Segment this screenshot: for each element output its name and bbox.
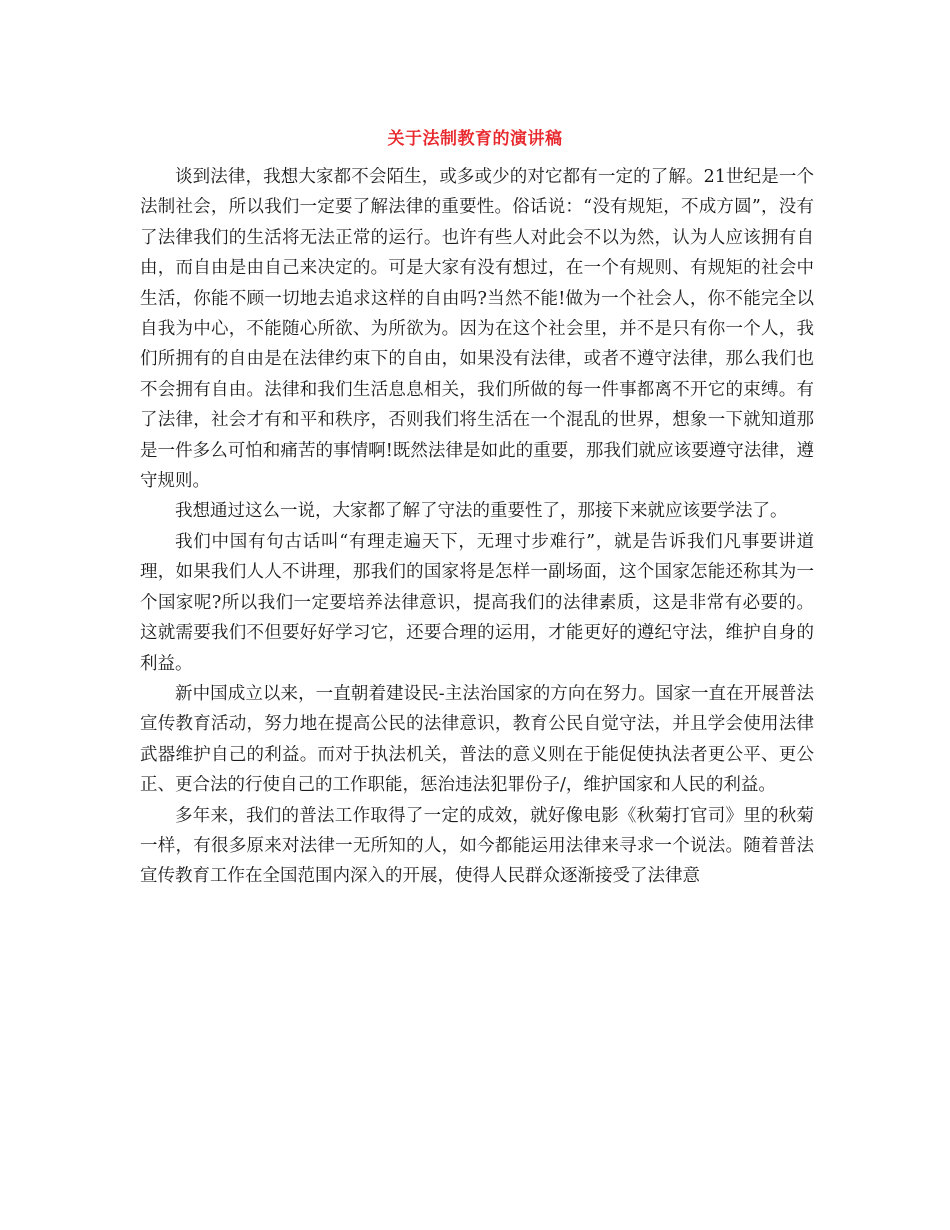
paragraph-2: 我想通过这么一说，大家都了解了守法的重要性了，那接下来就应该要学法了。: [175, 501, 788, 522]
paragraph-1: 谈到法律，我想大家都不会陌生，或多或少的对它都有一定的了解。21世纪是一个法制社会，所以我们一定要了解法律的重要性。俗话说：“没有规矩，不成方圆”，没有了法律我们的生活将无法正常的运行。也许有些人对此会不以为然，认为人应该拥有自由，而自由是由自己来决定的。可是大家有没有想过，在一个有规则、有规矩的社会中生活，你能不顾一切地去追求这样的自由吗?当然不能!做为一个社会人，你不能完全以自我为中心，不能随心所欲、为所欲为。因为在这个社会里，并不是只有你一个人，我们所拥有的自由是在法律约束下的自由，如果没有法律，或者不遵守法律，那么我们也不会拥有自由。法律和我们生活息息相关，我们所做的每一件事都离不开它的束缚。有了法律，社会才有和平和秩序，否则我们将生活在一个混乱的世界，想象一下就知道那是一件多么可怕和痛苦的事情啊!既然法律是如此的重要，那我们就应该要遵守法律，遵守规则。: [140, 167, 814, 492]
document-title: 关于法制教育的演讲稿: [387, 129, 563, 149]
document-body: [140, 162, 814, 892]
paragraph-5: 多年来，我们的普法工作取得了一定的成效，就好像电影《秋菊打官司》里的秋菊一样，有很多原来对法律一无所知的人，如今都能运用法律来寻求一个说法。随着普法宣传教育工作在全国范围内深入的开展，使得人民群众逐渐接受了法律意: [140, 805, 814, 887]
paragraph-3: 我们中国有句古话叫“有理走遍天下，无理寸步难行”，就是告诉我们凡事要讲道理，如果我们人人不讲理，那我们的国家将是怎样一副场面，这个国家怎能还称其为一个国家呢?所以我们一定要培养法律意识，提高我们的法律素质，这是非常有必要的。这就需要我们不但要好好学习它，还要合理的运用，才能更好的遵纪守法，维护自身的利益。: [140, 531, 814, 674]
paragraph-4: 新中国成立以来，一直朝着建设民-主法治国家的方向在努力。国家一直在开展普法宣传教育活动，努力地在提高公民的法律意识，教育公民自觉守法，并且学会使用法律武器维护自己的利益。而对于执法机关，普法的意义则在于能促使执法者更公平、更公正、更合法的行使自己的工作职能，惩治违法犯罪份子/，维护国家和人民的利益。: [140, 683, 814, 796]
